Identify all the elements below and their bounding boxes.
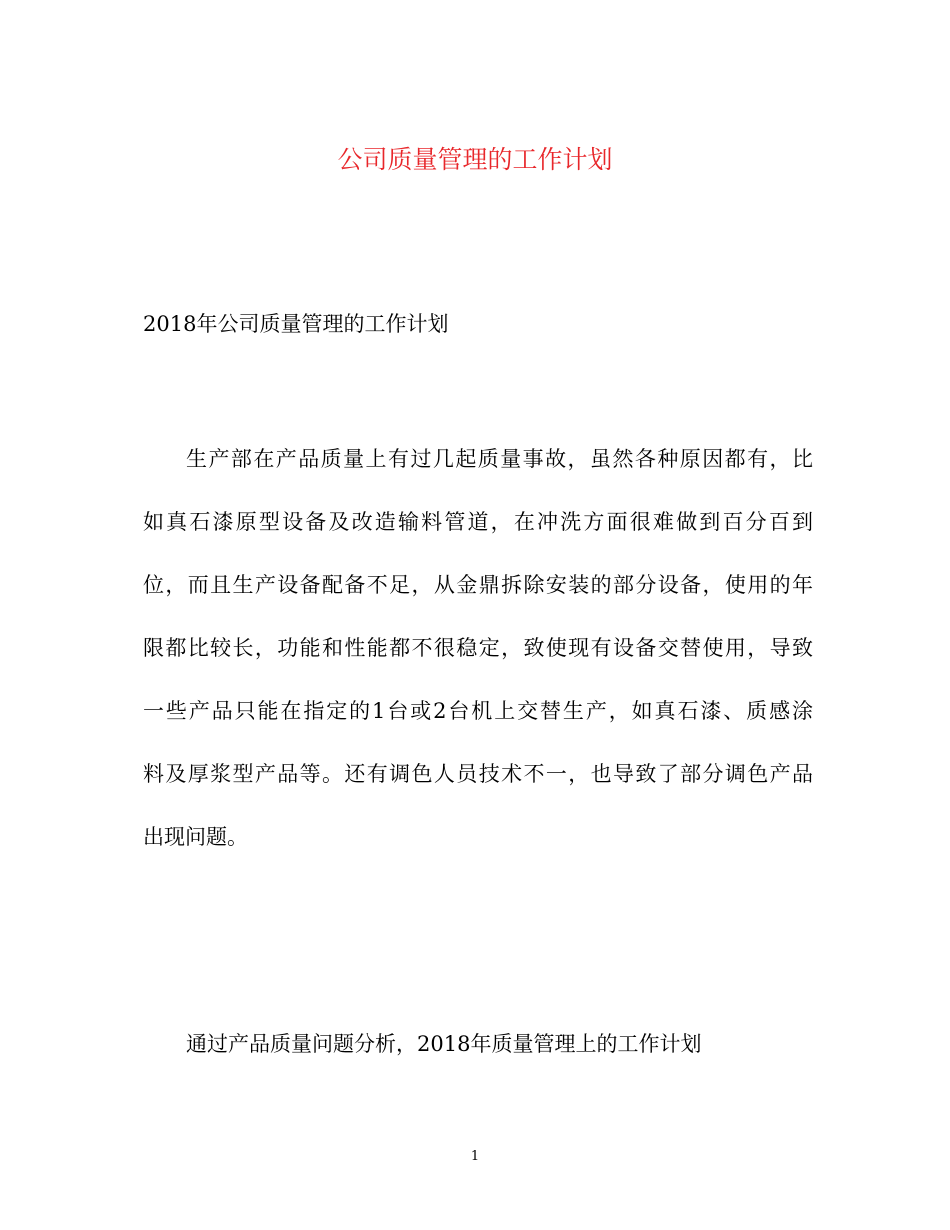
page-number: 1 [470, 1149, 480, 1164]
paragraph-line: 限都比较长，功能和性能都不很稳定，致使现有设备交替使用，导致 [143, 636, 813, 660]
document-title: 公司质量管理的工作计划 [337, 145, 613, 174]
body-paragraph [143, 444, 813, 885]
closing-line: 通过产品质量问题分析，2018年质量管理上的工作计划 [186, 1032, 702, 1056]
paragraph-line: 如真石漆原型设备及改造输料管道，在冲洗方面很难做到百分百到 [143, 510, 813, 534]
document-subtitle: 2018年公司质量管理的工作计划 [143, 312, 449, 336]
paragraph-line: 出现问题。 [143, 825, 248, 849]
paragraph-line: 生产部在产品质量上有过几起质量事故，虽然各种原因都有，比 [186, 447, 813, 471]
paragraph-line: 料及厚浆型产品等。还有调色人员技术不一，也导致了部分调色产品 [143, 762, 813, 786]
paragraph-line: 位，而且生产设备配备不足，从金鼎拆除安装的部分设备，使用的年 [143, 573, 813, 597]
paragraph-line: 一些产品只能在指定的1台或2台机上交替生产，如真石漆、质感涂 [143, 699, 813, 723]
